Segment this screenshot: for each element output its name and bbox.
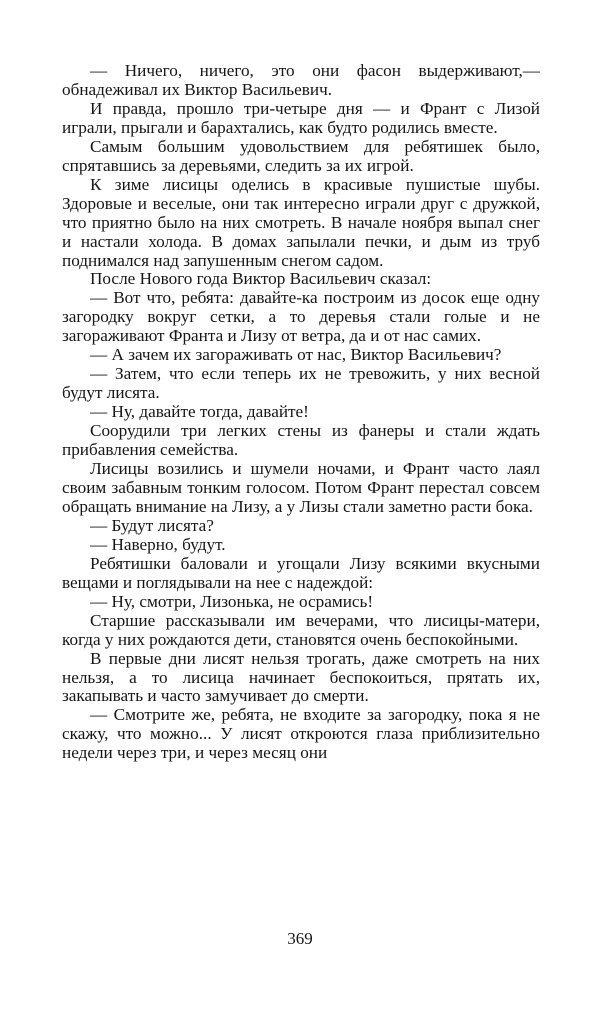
paragraph: — Затем, что если теперь их не тревожить, у них весной будут лисята. xyxy=(62,364,540,403)
paragraph: Ребятишки баловали и угощали Лизу всякими вкусными вещами и поглядывали на нее с надеждой: xyxy=(62,553,540,592)
paragraph: Соорудили три легких стены из фанеры и стали ждать прибавления семейства. xyxy=(62,421,540,460)
paragraph: — Ну, смотри, Лизонька, не осрамись! xyxy=(90,591,374,611)
paragraph: В первые дни лисят нельзя трогать, даже смотреть на них нельзя, а то лисица начинает беспокоиться, прятать их, закапывать и часто замучивает до смерти. xyxy=(62,648,540,706)
paragraph: И правда, прошло три-четыре дня — и Франт с Лизой играли, прыгали и барахтались, как будто родились вместе. xyxy=(62,98,540,137)
paragraph: — Ничего, ничего, это они фасон выдерживают,— обнадеживал их Виктор Васильевич. xyxy=(62,61,540,99)
paragraph: Старшие рассказывали им вечерами, что лисицы-матери, когда у них рождаются дети, становятся очень беспокойными. xyxy=(62,610,540,649)
paragraph: Самым большим удовольствием для ребятишек было, спрятавшись за деревьями, следить за их игрой. xyxy=(62,136,540,175)
paragraph: — Смотрите же, ребята, не входите за загородку, пока я не скажу, что можно... У лисят откроются глаза приблизительно недели через три, и через месяц они xyxy=(62,705,540,763)
paragraph: — А зачем их загораживать от нас, Виктор Васильевич? xyxy=(90,345,502,365)
paragraph: — Наверно, будут. xyxy=(90,534,226,554)
paragraph: Лисицы возились и шумели ночами, и Франт часто лаял своим забавным тонким голосом. Потом Франт перестал совсем обращать внимание на Лизу, а у Лизы стали заметно расти бока. xyxy=(62,459,540,516)
paragraph: — Ну, давайте тогда, давайте! xyxy=(90,402,309,422)
paragraph: — Будут лисята? xyxy=(90,515,214,535)
page-number: 369 xyxy=(287,929,313,948)
paragraph: К зиме лисицы оделись в красивые пушистые шубы. Здоровые и веселые, они так интересно играли друг с дружкой, что приятно было на них смотреть. В начале ноября выпал снег и настали холода. В домах запылали печки, и дым из труб поднимался над запушенным снегом садом. xyxy=(62,174,540,270)
paragraph: — Вот что, ребята: давайте-ка построим из досок еще одну загородку вокруг сетки, а то деревья стали голые и не загораживают Франта и Лизу от ветра, да и от нас самих. xyxy=(62,288,540,346)
paragraph: После Нового года Виктор Васильевич сказал: xyxy=(90,269,432,289)
book-page-text xyxy=(62,62,540,763)
